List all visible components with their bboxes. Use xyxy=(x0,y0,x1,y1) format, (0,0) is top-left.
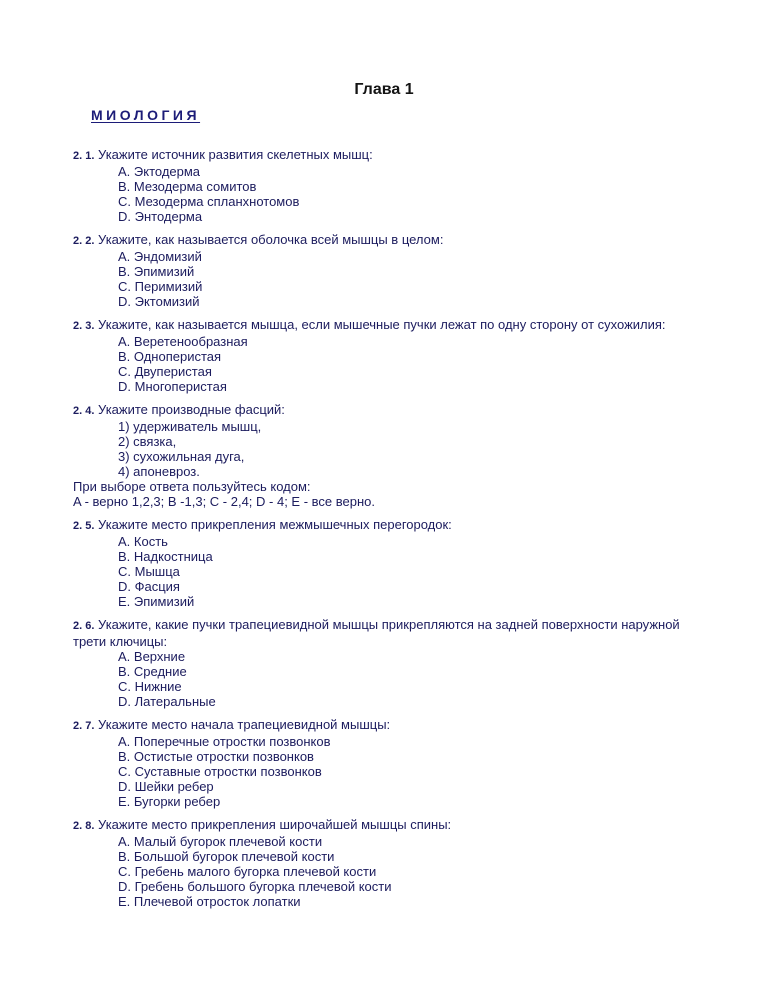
answer-options xyxy=(73,249,713,309)
answer-option: A. Поперечные отростки позвонков xyxy=(118,734,331,749)
answer-option: B. Большой бугорок плечевой кости xyxy=(118,849,335,864)
answer-options xyxy=(73,164,713,224)
answer-options xyxy=(73,534,713,609)
question-block xyxy=(73,617,713,709)
answer-option: E. Бугорки ребер xyxy=(118,794,221,809)
question-text: Укажите, как называется мышца, если мышечные пучки лежат по одну сторону от сухожилия: xyxy=(98,317,666,332)
answer-option: C. Мышца xyxy=(118,564,180,579)
question-number: 2. 5. xyxy=(73,520,95,532)
answer-option: D. Фасция xyxy=(118,579,180,594)
question-number: 2. 4. xyxy=(73,405,95,417)
answer-option: E. Плечевой отросток лопатки xyxy=(118,894,301,909)
answer-option: D. Шейки ребер xyxy=(118,779,214,794)
question-number: 2. 6. xyxy=(73,620,95,632)
answer-option: A. Малый бугорок плечевой кости xyxy=(118,834,323,849)
question-number: 2. 7. xyxy=(73,720,95,732)
answer-option: 1) удерживатель мышц, xyxy=(118,419,262,434)
question-text-line xyxy=(73,817,713,834)
answer-options xyxy=(73,734,713,809)
answer-option: C. Мезодерма спланхнотомов xyxy=(118,194,300,209)
question-block xyxy=(73,147,713,224)
question-text: Укажите источник развития скелетных мышц: xyxy=(98,147,373,162)
answer-option: 2) связка, xyxy=(118,434,177,449)
answer-option: 4) апоневроз. xyxy=(118,464,200,479)
question-text: Укажите место начала трапециевидной мышцы: xyxy=(98,717,391,732)
answer-option: B. Мезодерма сомитов xyxy=(118,179,257,194)
answer-option: C. Гребень малого бугорка плечевой кости xyxy=(118,864,377,879)
question-block xyxy=(73,817,713,909)
question-block xyxy=(73,402,713,509)
answer-option: B. Надкостница xyxy=(118,549,213,564)
answer-option: C. Нижние xyxy=(118,679,182,694)
answer-option: A. Веретенообразная xyxy=(118,334,248,349)
question-number: 2. 1. xyxy=(73,150,95,162)
answer-options xyxy=(73,649,713,709)
answer-option: D. Латеральные xyxy=(118,694,216,709)
answer-option: A. Эндомизий xyxy=(118,249,202,264)
question-text: Укажите место прикрепления межмышечных перегородок: xyxy=(98,517,452,532)
answer-option: C. Двуперистая xyxy=(118,364,212,379)
question-text: Укажите место прикрепления широчайшей мышцы спины: xyxy=(98,817,452,832)
answer-option: B. Средние xyxy=(118,664,187,679)
answer-option: A. Верхние xyxy=(118,649,186,664)
answer-options xyxy=(73,334,713,394)
answer-option: D. Гребень большого бугорка плечевой кости xyxy=(118,879,392,894)
question-text-line xyxy=(73,232,713,249)
answer-option: A. Эктодерма xyxy=(118,164,201,179)
question-text: Укажите, как называется оболочка всей мышцы в целом: xyxy=(98,232,444,247)
question-text: Укажите, какие пучки трапециевидной мышцы прикрепляются на задней поверхности наружной трети ключицы: xyxy=(73,617,680,649)
answer-option: B. Эпимизий xyxy=(118,264,195,279)
question-text-line xyxy=(73,617,713,649)
question-text: Укажите производные фасций: xyxy=(98,402,285,417)
answer-code-line: A - верно 1,2,3; B -1,3; C - 2,4; D - 4; E - все верно. xyxy=(73,494,375,509)
question-text-line xyxy=(73,147,713,164)
question-block xyxy=(73,717,713,809)
chapter-title: Глава 1 xyxy=(354,81,414,98)
section-title: МИОЛОГИЯ xyxy=(91,107,201,123)
answer-option: C. Перимизий xyxy=(118,279,203,294)
answer-option: C. Суставные отростки позвонков xyxy=(118,764,322,779)
answer-code-note xyxy=(73,479,713,509)
question-number: 2. 2. xyxy=(73,235,95,247)
answer-option: D. Энтодерма xyxy=(118,209,203,224)
question-block xyxy=(73,232,713,309)
question-block xyxy=(73,517,713,609)
answer-option: E. Эпимизий xyxy=(118,594,195,609)
question-text-line xyxy=(73,317,713,334)
answer-option: D. Эктомизий xyxy=(118,294,200,309)
question-text-line xyxy=(73,402,713,419)
answer-options xyxy=(73,419,713,479)
question-block xyxy=(73,317,713,394)
answer-option: D. Многоперистая xyxy=(118,379,227,394)
question-text-line xyxy=(73,517,713,534)
answer-option: B. Одноперистая xyxy=(118,349,222,364)
answer-options xyxy=(73,834,713,909)
question-text-line xyxy=(73,717,713,734)
question-number: 2. 8. xyxy=(73,820,95,832)
answer-option: A. Кость xyxy=(118,534,168,549)
question-number: 2. 3. xyxy=(73,320,95,332)
answer-code-line: При выборе ответа пользуйтесь кодом: xyxy=(73,479,311,494)
answer-option: 3) сухожильная дуга, xyxy=(118,449,245,464)
answer-option: B. Остистые отростки позвонков xyxy=(118,749,314,764)
question-list xyxy=(73,147,713,917)
